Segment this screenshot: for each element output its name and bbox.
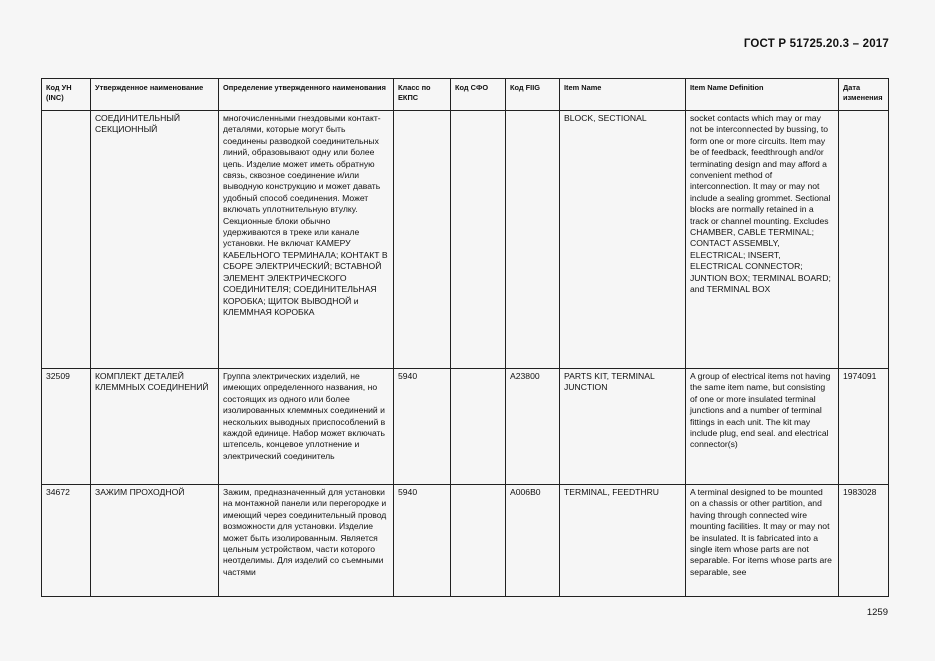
cell-name: СОЕДИНИТЕЛЬНЫЙ СЕКЦИОННЫЙ [91,111,219,369]
cell-item-name: TERMINAL, FEEDTHRU [560,485,686,597]
cell-item-name: PARTS KIT, TERMINAL JUNCTION [560,369,686,485]
cell-definition: многочисленными гнездовыми контакт-деталями, которые могут быть соединены разводкой соединительных линий, образовывают одну или более цепь. Изделие может иметь обратную связь, сквозное соединение и/или выводную конструкцию и может давать удобный способ соединения. Может включать уплотнительную втулку. Секционные блоки обычно удерживаются в треке или канале установки. Не включат КАМЕРУ КАБЕЛЬНОГО ТЕРМИНАЛА; КОНТАКТ В СБОРЕ ЭЛЕКТРИЧЕСКИЙ; ВСТАВНОЙ ЭЛЕМЕНТ ЭЛЕКТРИЧЕСКОГО СОЕДИНИТЕЛЯ; СОЕДИНИТЕЛЬНАЯ КОРОБКА; ЩИТОК ВЫВОДНОЙ и КЛЕММНАЯ КОРОБКА [219,111,394,369]
cell-fiig: A006B0 [506,485,560,597]
cell-ekps: 5940 [394,369,451,485]
cell-ekps [394,111,451,369]
cell-sfo [451,369,506,485]
cell-sfo [451,485,506,597]
cell-fiig [506,111,560,369]
column-header-ekps: Класс по ЕКПС [394,79,451,111]
table-row [42,111,889,369]
cell-ekps: 5940 [394,485,451,597]
cell-code: 34672 [42,485,91,597]
table-row [42,369,889,485]
column-header-date: Дата изменения [839,79,889,111]
cell-code: 32509 [42,369,91,485]
cell-definition: Зажим, предназначенный для установки на монтажной панели или перегородке и имеющий через соединительный провод возможности для установки. Изделие может быть изолированным. Является цельным устройством, части которого неотделимы. Для изделий со съемными частями [219,485,394,597]
column-header-item-definition: Item Name Definition [686,79,839,111]
column-header-definition: Определение утвержденного наименования [219,79,394,111]
cell-item-name: BLOCK, SECTIONAL [560,111,686,369]
cell-date: 1983028 [839,485,889,597]
table-header-row [42,79,889,111]
classification-table [41,78,889,597]
cell-code [42,111,91,369]
cell-item-definition: socket contacts which may or may not be interconnected by bussing, to form one or more circuits. Item may be of feedback, feedthrough and/or terminating design and may afford a convenient method of interconnection. It may or may not include a sealing grommet. Sectional blocks are normally retained in a track or channel mounting. Excludes CHAMBER, CABLE TERMINAL; CONTACT ASSEMBLY, ELECTRICAL; INSERT, ELECTRICAL CONNECTOR; JUNTION BOX; TERMINAL BOARD; and TERMINAL BOX [686,111,839,369]
cell-item-definition: A group of electrical items not having the same item name, but consisting of one or more insulated terminal junctions and a number of terminal fittings in each unit. The kit may include plug, end seal. and electrical connector(s) [686,369,839,485]
document-standard-header: ГОСТ Р 51725.20.3 – 2017 [743,38,889,50]
page-number: 1259 [866,607,888,618]
column-header-sfo: Код СФО [451,79,506,111]
cell-name: ЗАЖИМ ПРОХОДНОЙ [91,485,219,597]
table-row [42,485,889,597]
cell-definition: Группа электрических изделий, не имеющих определенного названия, но состоящих из одного или более изолированных клеммных соединений и нескольких выводных приспособлений в каждой единице. Набор может включать штепсель, концевое уплотнение и электрический соединитель [219,369,394,485]
cell-date [839,111,889,369]
column-header-name: Утвержденное наименование [91,79,219,111]
cell-fiig: A23800 [506,369,560,485]
cell-date: 1974091 [839,369,889,485]
column-header-fiig: Код FIIG [506,79,560,111]
column-header-item-name: Item Name [560,79,686,111]
cell-sfo [451,111,506,369]
cell-name: КОМПЛЕКТ ДЕТАЛЕЙ КЛЕММНЫХ СОЕДИНЕНИЙ [91,369,219,485]
cell-item-definition: A terminal designed to be mounted on a chassis or other partition, and having through connected wire mounting facilities. It may or may not be insulated. It is fabricated into a single item whose parts are not separable. For items whose parts are separable, see [686,485,839,597]
column-header-code: Код УН (INC) [42,79,91,111]
